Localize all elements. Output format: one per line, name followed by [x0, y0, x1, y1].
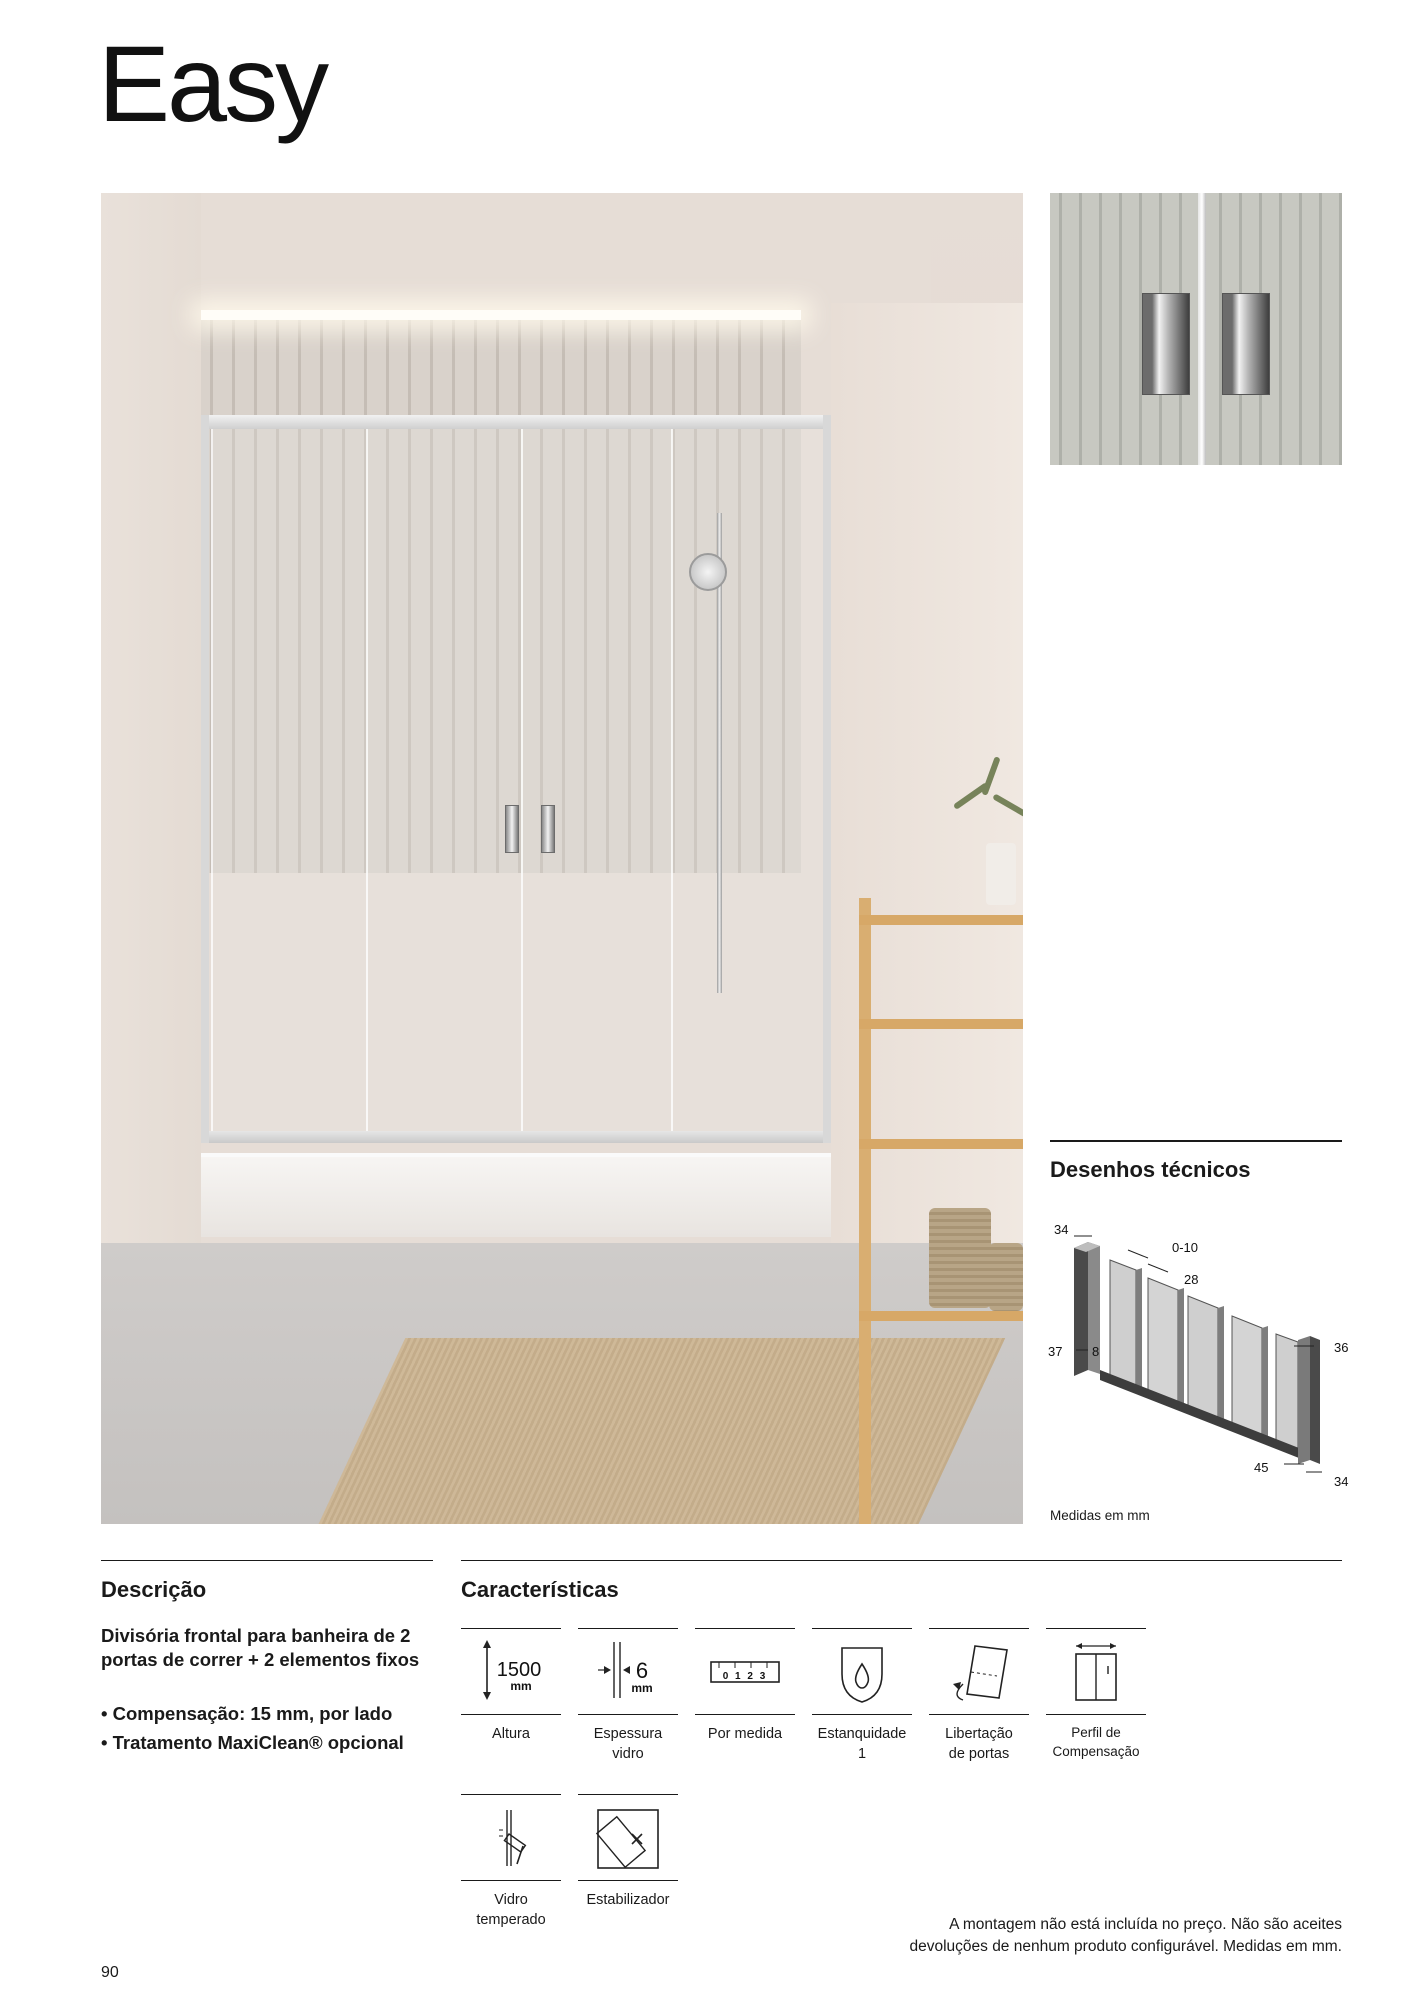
- dim-label: 45: [1254, 1460, 1269, 1475]
- dim-label: 34: [1334, 1474, 1349, 1489]
- description-heading: Descrição: [101, 1577, 207, 1602]
- feature-label: Libertação: [945, 1726, 1013, 1742]
- thickness-value: 6: [635, 1658, 649, 1683]
- feature-label: Vidro: [494, 1892, 528, 1908]
- ruler-icon: [695, 1634, 795, 1710]
- stabilizer-icon: [578, 1800, 678, 1876]
- dim-label: 28: [1184, 1272, 1199, 1287]
- feature-label: Compensação: [1052, 1743, 1140, 1759]
- feature-label: Estabilizador: [586, 1892, 670, 1908]
- handle-detail-photo: [1050, 193, 1342, 465]
- height-unit: mm: [510, 1679, 532, 1693]
- tempered-glass-icon: [461, 1800, 561, 1876]
- technical-heading: Desenhos técnicos: [1050, 1157, 1251, 1182]
- feature-label: vidro: [612, 1746, 644, 1763]
- thickness-unit: mm: [631, 1681, 653, 1695]
- feature-label: Perfil de: [1071, 1725, 1121, 1740]
- description-bullets: [101, 1700, 431, 1757]
- product-photo: [101, 193, 1023, 1524]
- bullet-item: • Compensação: 15 mm, por lado: [101, 1700, 431, 1729]
- height-icon: [461, 1634, 561, 1710]
- characteristics-heading: Características: [461, 1577, 619, 1602]
- glass-thickness-icon: [578, 1634, 678, 1710]
- divider: [1050, 1140, 1342, 1142]
- footer-note: [782, 1914, 1342, 1957]
- feature-label: de portas: [948, 1746, 1010, 1763]
- height-value: 1500: [496, 1659, 542, 1681]
- feature-label: Espessura: [593, 1726, 663, 1742]
- divider: [461, 1560, 1342, 1561]
- units-note: Medidas em mm: [1050, 1508, 1150, 1523]
- ruler-marks: 0 1 2 3: [722, 1671, 768, 1682]
- compensation-profile-icon: [1046, 1634, 1146, 1710]
- water-drop-shield-icon: [812, 1634, 912, 1710]
- dim-label: 8: [1092, 1344, 1100, 1359]
- feature-label: temperado: [476, 1912, 546, 1929]
- footer-note-line: A montagem não está incluída no preço. Não são aceites: [949, 1916, 1342, 1933]
- bullet-item: • Tratamento MaxiClean® opcional: [101, 1729, 431, 1758]
- footer-note-line: devoluções de nenhum produto configurável. Medidas em mm.: [909, 1937, 1342, 1955]
- feature-label: Estanquidade: [817, 1726, 907, 1742]
- feature-label: Altura: [492, 1726, 530, 1742]
- door-release-icon: [929, 1634, 1029, 1710]
- dim-label: 37: [1048, 1344, 1063, 1359]
- dim-label: 36: [1334, 1340, 1349, 1355]
- divider: [101, 1560, 433, 1561]
- technical-drawing: [1048, 1220, 1358, 1490]
- page-number: 90: [101, 1964, 119, 1981]
- dim-label: 34: [1054, 1222, 1069, 1237]
- dim-label: 0-10: [1172, 1240, 1199, 1255]
- feature-label: 1: [857, 1746, 867, 1763]
- page-title: Easy: [98, 23, 327, 144]
- feature-label: Por medida: [707, 1726, 783, 1742]
- description-text: Divisória frontal para banheira de 2 portas de correr + 2 elementos fixos: [101, 1625, 420, 1671]
